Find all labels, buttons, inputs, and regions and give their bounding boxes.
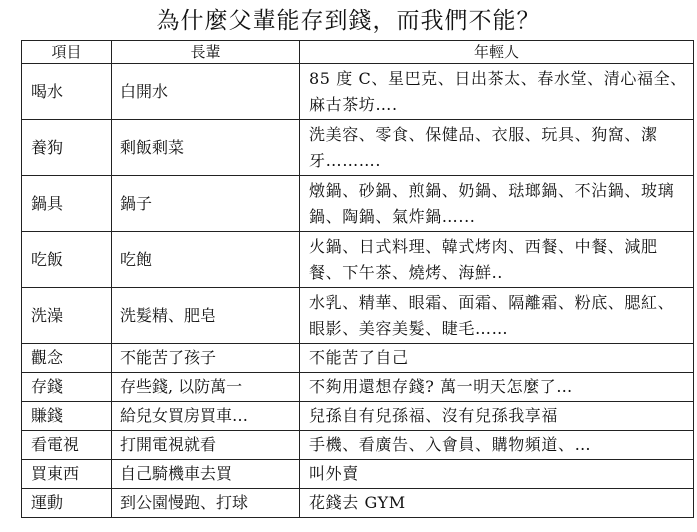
table-row: [22, 64, 694, 120]
page-title: 為什麼父輩能存到錢，而我們不能？: [156, 8, 541, 34]
table-row: [22, 232, 694, 288]
young-cell: 85 度 C、星巴克、日出茶太、春水堂、清心福全、麻古茶坊….: [300, 64, 694, 120]
item-cell: 觀念: [22, 344, 112, 373]
table-row: [22, 373, 694, 402]
table-row: [22, 431, 694, 460]
elder-cell: 洗髮精、肥皂: [112, 288, 300, 344]
elder-cell: 吃飽: [112, 232, 300, 288]
elder-cell: 鍋子: [112, 176, 300, 232]
column-header-elder: 長輩: [112, 41, 300, 64]
elder-cell: 自己騎機車去買: [112, 460, 300, 489]
item-cell: 鍋具: [22, 176, 112, 232]
young-cell: 洗美容、零食、保健品、衣服、玩具、狗窩、潔牙……….: [300, 120, 694, 176]
elder-cell: 存些錢, 以防萬一: [112, 373, 300, 402]
item-cell: 吃飯: [22, 232, 112, 288]
elder-cell: 剩飯剩菜: [112, 120, 300, 176]
young-cell: 叫外賣: [300, 460, 694, 489]
young-cell: 燉鍋、砂鍋、煎鍋、奶鍋、琺瑯鍋、不沾鍋、玻璃鍋、陶鍋、氣炸鍋…...: [300, 176, 694, 232]
item-cell: 洗澡: [22, 288, 112, 344]
item-cell: 喝水: [22, 64, 112, 120]
table-row: [22, 344, 694, 373]
table-row: [22, 460, 694, 489]
item-cell: 賺錢: [22, 402, 112, 431]
table-row: [22, 402, 694, 431]
young-cell: 火鍋、日式料理、韓式烤肉、西餐、中餐、減肥餐、下午茶、燒烤、海鮮..: [300, 232, 694, 288]
table-row: [22, 120, 694, 176]
elder-cell: 不能苦了孩子: [112, 344, 300, 373]
item-cell: 買東西: [22, 460, 112, 489]
young-cell: 水乳、精華、眼霜、面霜、隔離霜、粉底、腮紅、眼影、美容美髮、睫毛……: [300, 288, 694, 344]
column-header-item: 項目: [22, 41, 112, 64]
young-cell: 花錢去 GYM: [300, 489, 694, 518]
table-row: [22, 288, 694, 344]
elder-cell: 給兒女買房買車…: [112, 402, 300, 431]
table-header-row: [22, 41, 694, 64]
item-cell: 看電視: [22, 431, 112, 460]
young-cell: 手機、看廣告、入會員、購物頻道、…: [300, 431, 694, 460]
item-cell: 養狗: [22, 120, 112, 176]
table-row: [22, 489, 694, 518]
table-row: [22, 176, 694, 232]
item-cell: 存錢: [22, 373, 112, 402]
young-cell: 不夠用還想存錢? 萬一明天怎麼了…: [300, 373, 694, 402]
comparison-table: [21, 40, 694, 518]
young-cell: 兒孫自有兒孫福、沒有兒孫我享福: [300, 402, 694, 431]
elder-cell: 到公園慢跑、打球: [112, 489, 300, 518]
young-cell: 不能苦了自己: [300, 344, 694, 373]
elder-cell: 打開電視就看: [112, 431, 300, 460]
item-cell: 運動: [22, 489, 112, 518]
elder-cell: 白開水: [112, 64, 300, 120]
column-header-young: 年輕人: [300, 41, 694, 64]
